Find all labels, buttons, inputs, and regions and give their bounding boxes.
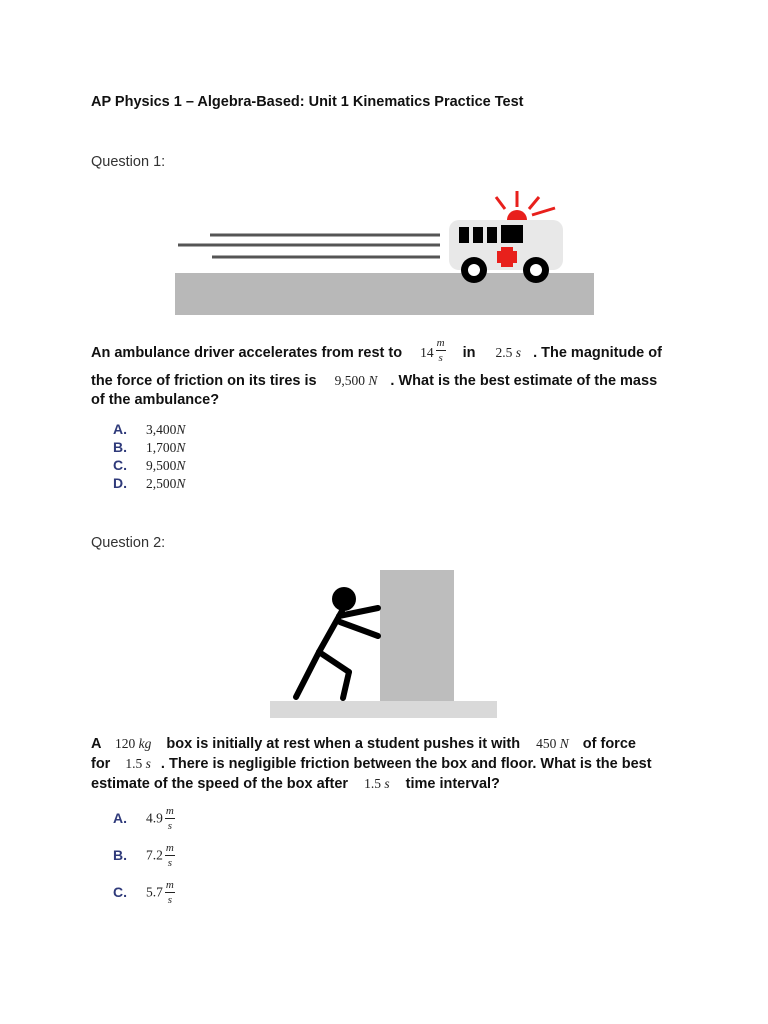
time-value: 1.5 s	[125, 756, 151, 771]
option-letter: D.	[113, 475, 127, 491]
mass-value: 120 kg	[114, 736, 152, 751]
option-letter: A.	[113, 809, 127, 826]
ambulance-icon	[449, 191, 563, 283]
option-unit: N	[176, 422, 186, 437]
box-icon	[380, 570, 454, 701]
question-1-option-a[interactable]	[113, 421, 185, 438]
question-2-stem-line-2	[91, 756, 652, 772]
question-2-stem-line-3	[91, 776, 500, 792]
stem-text: An ambulance driver accelerates from rest to	[91, 345, 403, 362]
option-value: 9,500	[146, 458, 177, 473]
stem-text: . The magnitude of	[533, 345, 662, 362]
option-letter: B.	[113, 846, 127, 863]
question-1-option-d[interactable]	[113, 475, 185, 492]
stem-text: for	[91, 756, 111, 772]
stem-text: time interval?	[405, 776, 500, 792]
question-1-option-b[interactable]	[113, 439, 185, 456]
ambulance-illustration	[170, 185, 600, 317]
option-unit: N	[176, 476, 186, 491]
force-value: 9,500 N	[334, 373, 378, 388]
stick-figure-pushing-box-illustration	[265, 566, 501, 722]
question-1-stem-line-2	[91, 373, 657, 389]
option-value: 4.9	[146, 810, 163, 826]
page-title: AP Physics 1 – Algebra-Based: Unit 1 Kinematics Practice Test	[91, 94, 524, 110]
question-2-stem-line-1	[91, 736, 636, 752]
stem-text: the force of friction on its tires is	[91, 373, 317, 389]
option-value: 5.7	[146, 884, 163, 900]
option-unit: $\frac{m}{s}$	[165, 879, 174, 906]
option-letter: C.	[113, 457, 127, 473]
option-letter: B.	[113, 439, 127, 455]
option-letter: A.	[113, 421, 127, 437]
stem-text: . There is negligible friction between the box and floor. What is the best	[160, 756, 652, 772]
option-unit: $\frac{m}{s}$	[165, 842, 174, 869]
question-1-label: Question 1:	[91, 154, 166, 170]
floor	[270, 701, 497, 718]
stick-figure-icon	[296, 587, 378, 698]
stem-text: in	[462, 345, 476, 362]
option-unit: N	[176, 440, 186, 455]
stem-text: box is initially at rest when a student pushes it with	[166, 736, 521, 752]
stem-text: of force	[582, 736, 636, 752]
velocity-value: 14 $\frac{m}{s}$	[420, 337, 445, 364]
force-value: 450 N	[536, 736, 569, 751]
question-2-option-a[interactable]	[113, 806, 175, 832]
option-letter: C.	[113, 883, 127, 900]
stem-text: A	[91, 736, 101, 752]
stem-text: estimate of the speed of the box after	[91, 776, 349, 792]
question-1-stem-line-1	[91, 337, 662, 364]
stem-text: . What is the best estimate of the mass	[390, 373, 658, 389]
option-unit: N	[176, 458, 186, 473]
question-1-option-c[interactable]	[113, 457, 185, 474]
question-1-stem-line-3: of the ambulance?	[91, 392, 220, 408]
option-value: 3,400	[146, 422, 177, 437]
question-2-option-b[interactable]	[113, 843, 175, 869]
question-2-option-c[interactable]	[113, 880, 175, 906]
time-value: 2.5 s	[495, 345, 522, 361]
option-unit: $\frac{m}{s}$	[165, 805, 174, 832]
time-value: 1.5 s	[364, 776, 390, 791]
option-value: 1,700	[146, 440, 177, 455]
option-value: 2,500	[146, 476, 177, 491]
question-2-label: Question 2:	[91, 535, 166, 551]
option-value: 7.2	[146, 847, 163, 863]
